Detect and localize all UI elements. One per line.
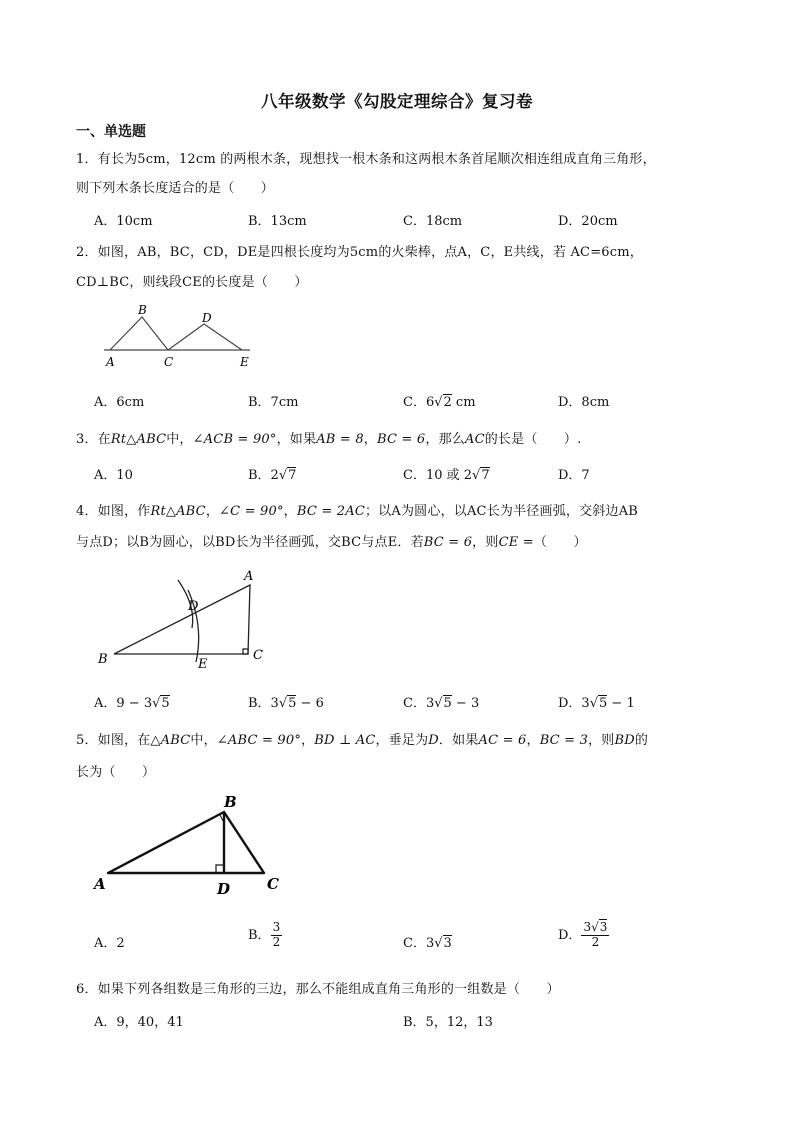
q2-option-c-radicand: 2 (443, 395, 452, 410)
q5-condition-angle: ∠ABC = 90° (216, 733, 302, 748)
q3-option-b-coef: B．2 (248, 468, 279, 483)
q5-option-a[interactable]: A．2 (94, 936, 125, 951)
q3-ac: AC (464, 432, 485, 447)
q5-option-b-label: B． (248, 927, 271, 943)
q1-option-d[interactable]: D．20cm (558, 214, 618, 229)
q5-comma-2: ， (526, 733, 540, 748)
q5-foot-d: D (428, 733, 439, 748)
q4-triangle-abc (114, 585, 250, 654)
q4-option-b-radicand: 5 (288, 696, 297, 711)
q4-condition-angle: ∠C = 90° (219, 504, 284, 519)
q4-option-c-coef: C．3 (403, 696, 435, 711)
q5-label-a: A (94, 875, 106, 893)
q5-stem-line1 (76, 729, 648, 748)
q5-option-c-radicand: 3 (443, 936, 452, 951)
q5-option-b[interactable] (248, 921, 282, 950)
q5-triangle-figure (90, 790, 290, 900)
q1-stem-line2: 则下列木条长度适合的是（ ） (76, 181, 275, 196)
q6-option-b[interactable]: B．5，12，13 (403, 1015, 493, 1030)
q5-label-b: B (224, 793, 237, 811)
q3-option-b[interactable]: B．2√7 (248, 468, 297, 483)
q4-option-c-radicand: 5 (443, 696, 452, 711)
q2-label-e: E (240, 355, 249, 369)
q5-label-d: D (217, 880, 231, 898)
q3-option-d[interactable]: D．7 (558, 468, 590, 483)
q3-condition-bc: BC = 6 (377, 432, 426, 447)
q4-triangle: Rt△ABC (150, 504, 206, 519)
q1-stem-line1: 1．有长为5cm，12cm 的两根木条，现想找一根木条和这两根木条首尾顺次相连组成直角三角形， (76, 152, 656, 167)
q4-triangle-figure (92, 566, 272, 672)
q4-label-a: A (244, 569, 254, 584)
q2-matchstick-figure (100, 300, 260, 372)
q5-condition-perp: BD ⊥ AC (314, 733, 376, 748)
q5-option-d-label: D． (558, 927, 582, 943)
q3-text-mid1: 中， (166, 432, 193, 447)
q3-option-c[interactable]: C．10 或 2√7 (403, 468, 490, 483)
q3-stem (76, 428, 581, 447)
q3-text-post: 的长是（ ）. (484, 432, 582, 447)
q3-text-sep: ， (363, 432, 377, 447)
q3-option-b-radicand: 7 (288, 468, 297, 483)
q3-triangle: Rt△ABC (110, 432, 167, 447)
q2-segments-ab-bc (110, 317, 168, 350)
q4-option-b-coef: B．3 (248, 696, 279, 711)
q3-text-mid3: ，那么 (425, 432, 465, 447)
q5-text-mid1: 中， (190, 733, 217, 748)
q4-text-2: 与点D；以B为圆心，以BD长为半径画弧，交BC与点E．若 (76, 535, 424, 550)
q4-option-d[interactable]: D．3√5 − 1 (558, 696, 635, 711)
q5-option-b-numerator: 3 (272, 920, 281, 934)
q5-option-c[interactable]: C．3√3 (403, 936, 452, 951)
q4-text-post: （ ） (533, 535, 587, 550)
q2-option-c[interactable]: C．6√2 cm (403, 395, 476, 410)
q3-condition-ab: AB = 8 (316, 432, 364, 447)
q4-option-a-text: A．9 − 3 (94, 696, 153, 711)
q3-option-c-text: C．10 或 2 (403, 468, 473, 483)
q5-text-mid2: ，垂足为 (375, 733, 429, 748)
page-title: 八年级数学《勾股定理综合》复习卷 (261, 92, 533, 111)
q2-segments-cd-de (168, 324, 242, 350)
q5-triangle: △ABC (150, 733, 191, 748)
q5-right-angle-b (220, 815, 223, 821)
q4-condition-bc: BC = 6 (423, 535, 473, 550)
q4-text-pre: 4．如图，作 (76, 504, 151, 519)
q2-label-a: A (106, 355, 115, 369)
q3-condition-angle: ∠ACB = 90° (192, 432, 277, 447)
q1-option-a[interactable]: A．10cm (94, 214, 153, 229)
q4-option-d-tail: − 1 (607, 696, 635, 711)
q4-comma-2: ， (283, 504, 297, 519)
q2-label-c: C (164, 355, 174, 369)
q5-option-d[interactable] (558, 921, 609, 950)
q5-label-c: C (267, 875, 279, 893)
q2-option-c-coef: C．6 (403, 395, 435, 410)
q4-text-1: ；以A为圆心，以AC长为半径画弧，交斜边AB (364, 504, 639, 519)
q4-option-c[interactable]: C．3√5 − 3 (403, 696, 480, 711)
q2-option-d[interactable]: D．8cm (558, 395, 610, 410)
q6-option-a[interactable]: A．9，40，41 (94, 1015, 184, 1030)
q5-option-d-denominator: 2 (591, 934, 600, 949)
q1-option-b[interactable]: B．13cm (248, 214, 307, 229)
q4-option-a[interactable]: A．9 − 3√5 (94, 696, 170, 711)
q3-text-pre: 3．在 (76, 432, 111, 447)
q2-label-d: D (202, 311, 212, 325)
q4-option-d-coef: D．3 (558, 696, 590, 711)
q5-triangle-abc (108, 812, 264, 873)
q5-condition-ac: AC = 6 (478, 733, 527, 748)
q5-comma-1: ， (301, 733, 315, 748)
q4-comma-3: ，则 (472, 535, 499, 550)
q4-comma-1: ， (205, 504, 220, 519)
q5-option-d-num-radicand: 3 (599, 920, 608, 934)
q4-option-b[interactable]: B．3√5 − 6 (248, 696, 324, 711)
q6-stem: 6．如果下列各组数是三角形的三边，那么不能组成直角三角形的一组数是（ ） (76, 982, 560, 997)
q2-label-b: B (138, 303, 147, 317)
q3-option-a[interactable]: A．10 (94, 468, 133, 483)
section-heading: 一、单选题 (76, 124, 146, 140)
q5-stem-line2: 长为（ ） (76, 765, 156, 780)
q2-stem-line2: CD⊥BC，则线段CE的长度是（ ） (76, 275, 308, 290)
q5-text-mid4: ，则 (588, 733, 615, 748)
q5-bd: BD (614, 733, 635, 748)
q5-option-b-fraction (271, 921, 283, 950)
q2-option-b[interactable]: B．7cm (248, 395, 299, 410)
q4-stem-line1 (76, 500, 638, 519)
q4-label-e: E (198, 657, 208, 672)
q5-option-b-denominator: 2 (272, 934, 281, 949)
q4-label-b: B (98, 652, 108, 667)
q5-option-d-fraction (581, 921, 609, 950)
q5-text-post: 的 (634, 733, 649, 748)
q4-label-c: C (253, 648, 263, 663)
q5-text-pre: 5．如图，在 (76, 733, 151, 748)
q5-option-d-numerator: 3√3 (583, 920, 608, 934)
q5-option-c-coef: C．3 (403, 936, 435, 951)
q4-right-angle-mark (243, 649, 248, 654)
q4-condition-ratio: BC = 2AC (296, 504, 365, 519)
q1-option-c[interactable]: C．18cm (403, 214, 463, 229)
q4-option-d-radicand: 5 (599, 696, 608, 711)
q4-option-c-tail: − 3 (451, 696, 480, 711)
q4-option-b-tail: − 6 (296, 696, 324, 711)
q4-stem-line2 (76, 531, 587, 550)
q5-option-d-num-coef: 3 (583, 920, 592, 934)
q4-option-a-radicand: 5 (161, 696, 170, 711)
q3-text-mid2: ，如果 (276, 432, 317, 447)
q4-label-d: D (188, 599, 199, 614)
q2-option-c-unit: cm (451, 395, 476, 410)
q5-condition-bc: BC = 3 (539, 733, 589, 748)
q2-stem-line1: 2．如图，AB，BC，CD，DE是四根长度均为5cm的火柴棒，点A，C，E共线，若 AC=6cm， (76, 245, 643, 260)
q3-option-c-radicand: 7 (481, 468, 490, 483)
q2-option-a[interactable]: A．6cm (94, 395, 145, 410)
q5-text-mid3: ．如果 (438, 733, 479, 748)
q4-ce: CE = (498, 535, 534, 550)
